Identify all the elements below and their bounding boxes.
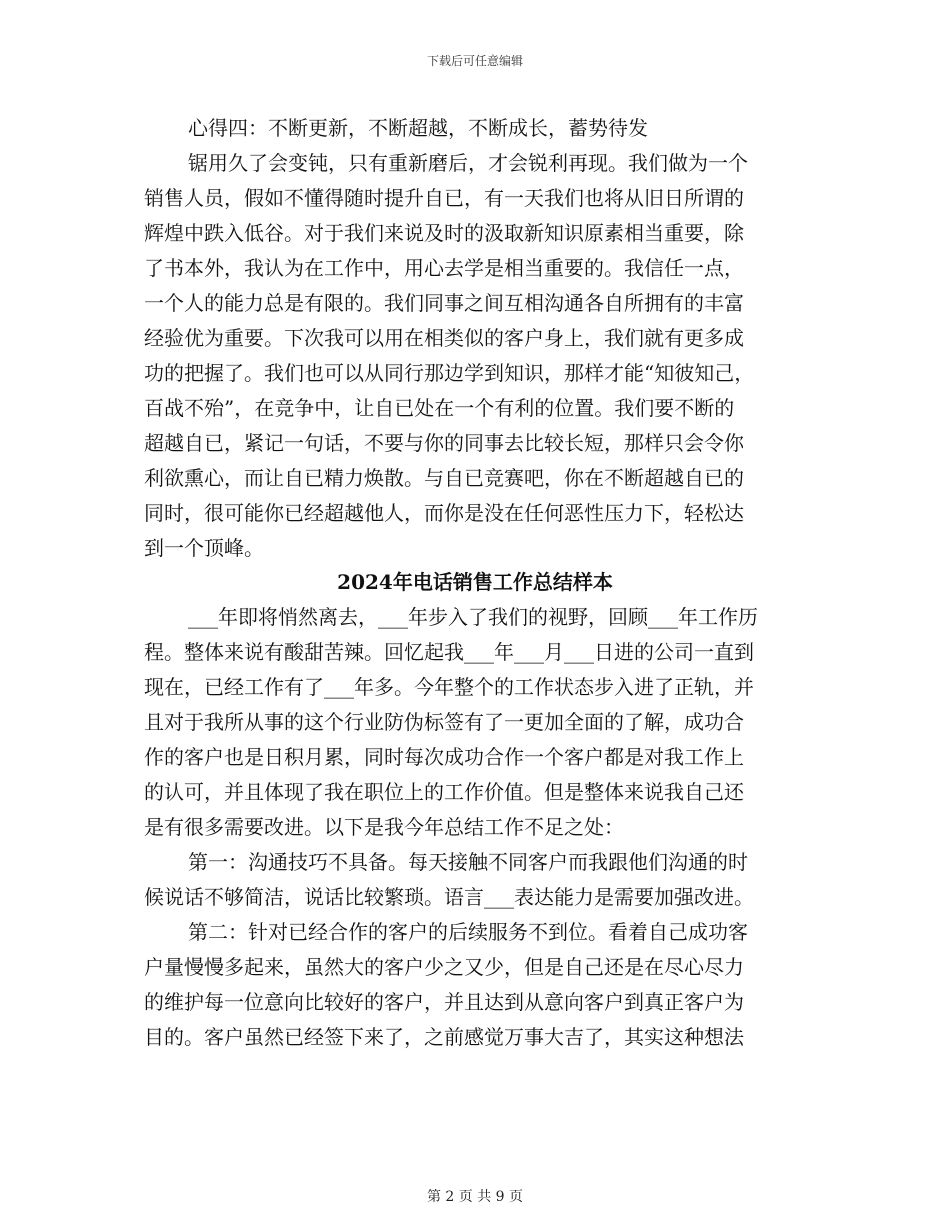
paragraph-line: 现在，已经工作有了___年多。今年整个的工作状态步入进了正轨，并	[144, 675, 754, 699]
paragraph-line: 利欲熏心，而让自已精力焕散。与自已竞赛吧，你在不断超越自已的	[144, 466, 744, 490]
paragraph-line: 百战不殆”，在竞争中，让自已处在一个有利的位置。我们要不断的	[144, 396, 735, 420]
paragraph-line: ___年即将悄然离去，___年步入了我们的视野，回顾___年工作历	[188, 605, 758, 629]
page-number: 第 2 页 共 9 页	[426, 1189, 524, 1205]
paragraph-line: 户量慢慢多起来，虽然大的客户少之又少，但是自己还是在尽心尽力	[144, 955, 744, 979]
paragraph-line: 功的把握了。我们也可以从同行那边学到知识，那样才能“知彼知己，	[144, 361, 755, 385]
paragraph-line: 程。整体来说有酸甜苦辣。回忆起我___年___月___日进的公司一直到	[144, 640, 754, 664]
document-title: 2024年电话销售工作总结样本	[337, 570, 613, 594]
section-heading: 心得四：不断更新，不断超越，不断成长，蓄势待发	[188, 116, 648, 140]
paragraph-line: 的认可，并且体现了我在职位上的工作价值。但是整体来说我自己还	[144, 780, 744, 804]
paragraph-line: 第一：沟通技巧不具备。每天接触不同客户而我跟他们沟通的时	[188, 850, 748, 874]
paragraph-line: 同时，很可能你已经超越他人，而你是没在任何恶性压力下，轻松达	[144, 501, 744, 525]
paragraph-line: 目的。客户虽然已经签下来了，之前感觉万事大吉了，其实这种想法	[144, 1025, 744, 1049]
paragraph-line: 候说话不够简洁，说话比较繁琐。语言___表达能力是需要加强改进。	[144, 885, 754, 909]
paragraph-line: 作的客户也是日积月累，同时每次成功合作一个客户都是对我工作上	[144, 745, 744, 769]
paragraph-line: 一个人的能力总是有限的。我们同事之间互相沟通各自所拥有的丰富	[144, 291, 744, 315]
paragraph-line: 超越自已，紧记一句话，不要与你的同事去比较长短，那样只会令你	[144, 431, 744, 455]
paragraph-line: 辉煌中跌入低谷。对于我们来说及时的汲取新知识原素相当重要，除	[144, 221, 744, 245]
paragraph-line: 第二：针对已经合作的客户的后续服务不到位。看着自己成功客	[188, 920, 748, 944]
paragraph-line: 且对于我所从事的这个行业防伪标签有了一更加全面的了解，成功合	[144, 710, 744, 734]
paragraph-line: 的维护每一位意向比较好的客户，并且达到从意向客户到真正客户为	[144, 990, 744, 1014]
paragraph-line: 经验优为重要。下次我可以用在相类似的客户身上，我们就有更多成	[144, 326, 744, 350]
paragraph-line: 是有很多需要改进。以下是我今年总结工作不足之处：	[144, 815, 624, 839]
paragraph-line: 销售人员，假如不懂得随时提升自已，有一天我们也将从旧日所谓的	[144, 186, 744, 210]
paragraph-line: 了书本外，我认为在工作中，用心去学是相当重要的。我信任一点，	[144, 256, 744, 280]
paragraph-line: 到一个顶峰。	[144, 536, 264, 560]
paragraph-line: 锯用久了会变钝，只有重新磨后，才会锐利再现。我们做为一个	[188, 151, 748, 175]
page-header: 下载后可任意编辑	[426, 54, 523, 68]
